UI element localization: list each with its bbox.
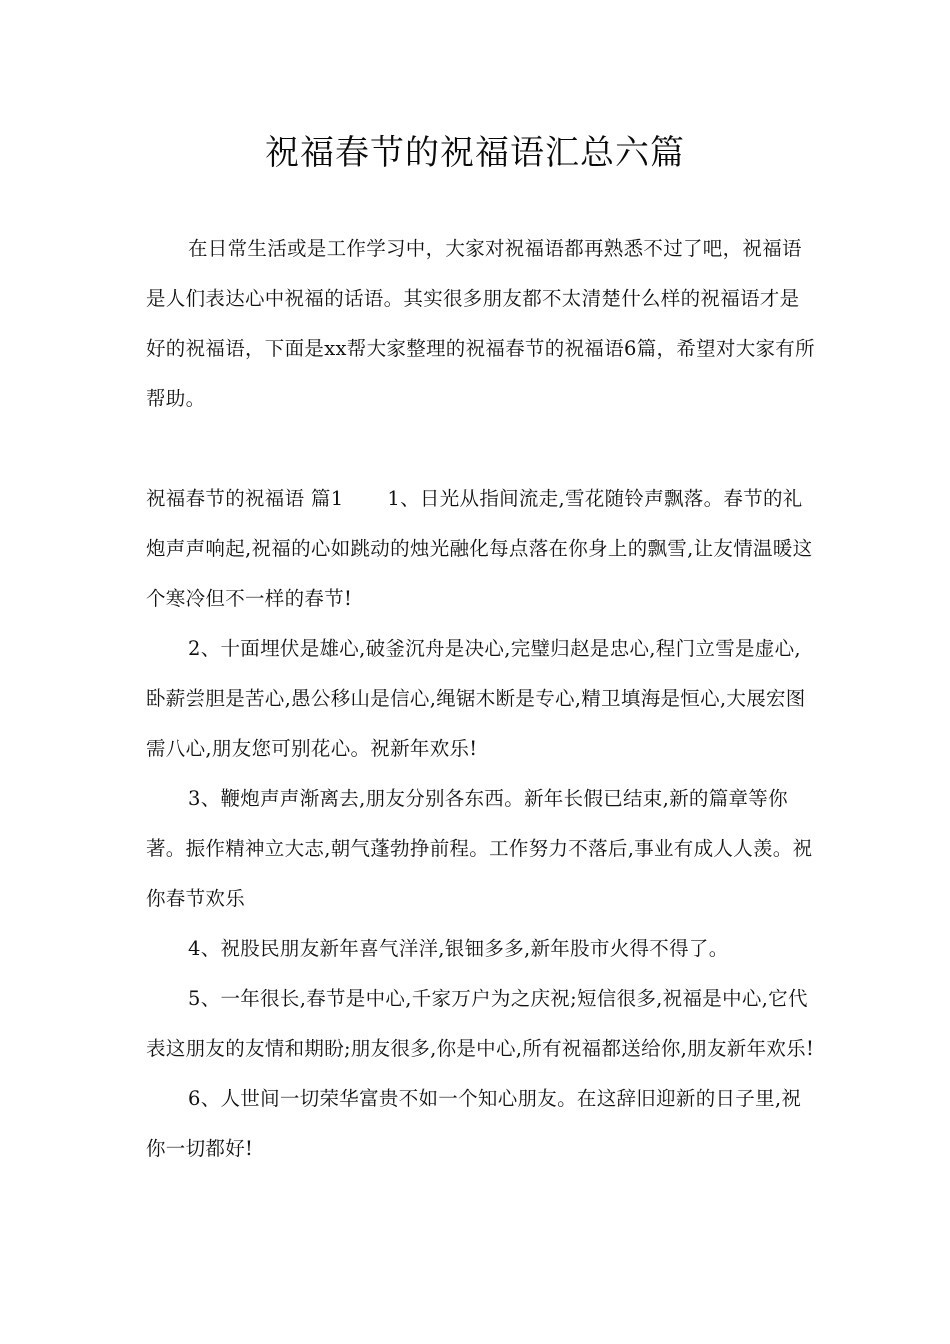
blessing-item-1: 1、日光从指间流走,雪花随铃声飘落。春节的礼炮声声响起,祝福的心如跳动的烛光融化每点落在你身上的飘雪,让友情温暖这个寒冷但不一样的春节!: [146, 487, 813, 610]
section-1: [146, 474, 816, 1174]
section-1-heading: 祝福春节的祝福语 篇1: [146, 487, 344, 510]
intro-paragraph: 在日常生活或是工作学习中，大家对祝福语都再熟悉不过了吧，祝福语是人们表达心中祝福的话语。其实很多朋友都不太清楚什么样的祝福语才是好的祝福语，下面是xx帮大家整理的祝福春节的祝福语6篇，希望对大家有所帮助。: [146, 237, 815, 410]
section-1-first-paragraph: [146, 474, 816, 624]
blessing-item-6: 6、人世间一切荣华富贵不如一个知心朋友。在这辞旧迎新的日子里,祝你一切都好!: [146, 1087, 802, 1160]
intro-block: [146, 224, 816, 424]
blessing-item-5: 5、一年很长,春节是中心,千家万户为之庆祝;短信很多,祝福是中心,它代表这朋友的友情和期盼;朋友很多,你是中心,所有祝福都送给你,朋友新年欢乐!: [146, 987, 815, 1060]
blessing-item-2: 2、十面埋伏是雄心,破釜沉舟是决心,完璧归赵是忠心,程门立雪是虚心,卧薪尝胆是苦心,愚公移山是信心,绳锯木断是专心,精卫填海是恒心,大展宏图需八心,朋友您可别花心。祝新年欢乐!: [146, 637, 806, 760]
document-title: 祝福春节的祝福语汇总六篇: [265, 133, 685, 173]
blessing-item-4: 4、祝股民朋友新年喜气洋洋,银钿多多,新年股市火得不得了。: [188, 937, 729, 960]
blessing-item-3: 3、鞭炮声声渐离去,朋友分别各东西。新年长假已结束,新的篇章等你著。振作精神立大志,朝气蓬勃挣前程。工作努力不落后,事业有成人人羡。祝你春节欢乐: [146, 787, 813, 910]
